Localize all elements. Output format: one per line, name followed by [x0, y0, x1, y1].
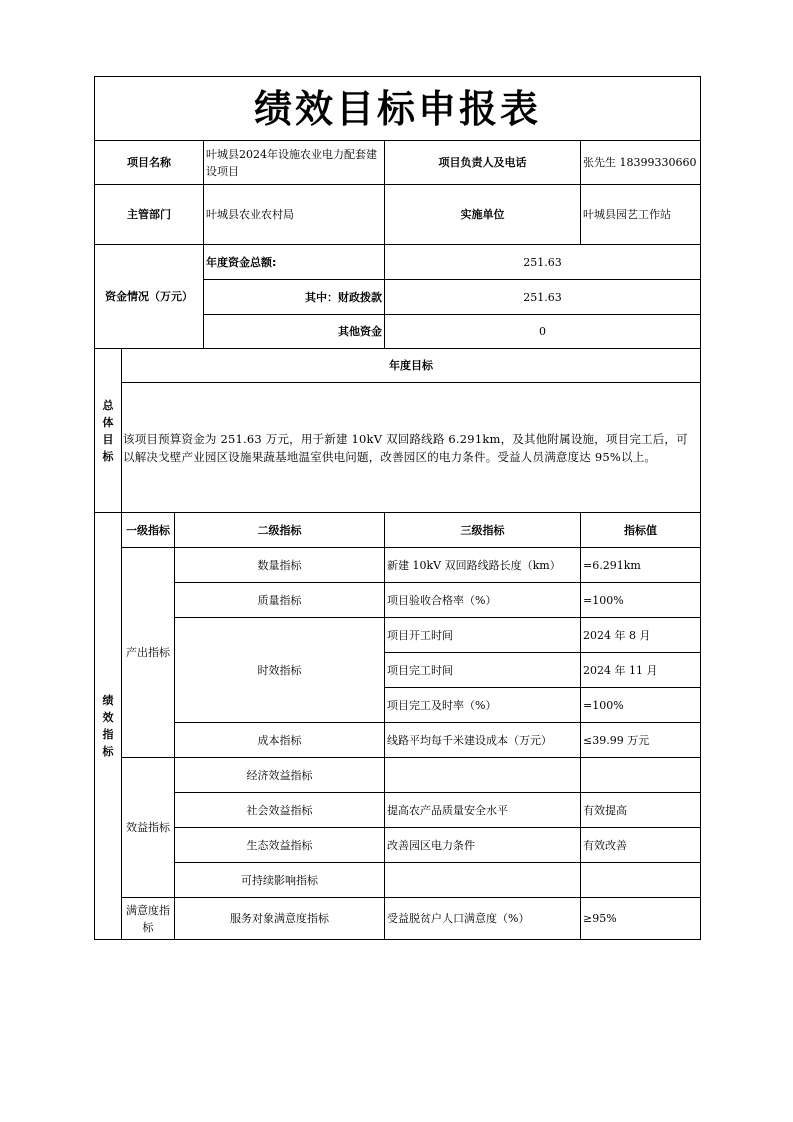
output-indicator-label: 产出指标: [122, 548, 175, 758]
cost-indicator-label: 成本指标: [175, 723, 385, 758]
timeliness-value: =100%: [581, 688, 701, 723]
header-level3: 三级指标: [385, 513, 581, 548]
timeliness-item: 项目完工时间: [385, 653, 581, 688]
annual-target-label: 年度目标: [122, 349, 701, 383]
form-title: 绩效目标申报表: [95, 77, 701, 141]
cost-indicator-value: ≤39.99 万元: [581, 723, 701, 758]
funds-other-label: 其他资金: [204, 315, 385, 349]
economic-benefit-item: [385, 758, 581, 793]
economic-benefit-value: [581, 758, 701, 793]
funds-fiscal-value: 251.63: [385, 280, 701, 315]
project-name-label: 项目名称: [95, 141, 204, 185]
quantity-indicator-item: 新建 10kV 双回路线路长度（km）: [385, 548, 581, 583]
sustainable-impact-label: 可持续影响指标: [175, 863, 385, 898]
quality-indicator-value: =100%: [581, 583, 701, 618]
project-name-value: 叶城县2024年设施农业电力配套建设项目: [204, 141, 385, 185]
social-benefit-item: 提高农产品质量安全水平: [385, 793, 581, 828]
satisfaction-value: ≥95%: [581, 898, 701, 940]
annual-target-text: 该项目预算资金为 251.63 万元，用于新建 10kV 双回路线路 6.291km，及其他附属设施，项目完工后，可以解决戈壁产业园区设施果蔬基地温室供电问题，改善园区的电力条件。受益人员满意度达 95%以上。: [122, 383, 701, 513]
satisfaction-item: 受益脱贫户人口满意度（%）: [385, 898, 581, 940]
quality-indicator-item: 项目验收合格率（%）: [385, 583, 581, 618]
timeliness-item: 项目完工及时率（%）: [385, 688, 581, 723]
funds-total-value: 251.63: [385, 245, 701, 280]
header-value: 指标值: [581, 513, 701, 548]
timeliness-value: 2024 年 11 月: [581, 653, 701, 688]
sustainable-impact-item: [385, 863, 581, 898]
header-level1: 一级指标: [122, 513, 175, 548]
ecological-benefit-item: 改善园区电力条件: [385, 828, 581, 863]
ecological-benefit-value: 有效改善: [581, 828, 701, 863]
social-benefit-label: 社会效益指标: [175, 793, 385, 828]
indicators-label: 绩效指标: [95, 513, 122, 940]
quality-indicator-label: 质量指标: [175, 583, 385, 618]
satisfaction-indicator-label: 满意度指标: [122, 898, 175, 940]
project-leader-label: 项目负责人及电话: [385, 141, 581, 185]
overall-target-label: 总体目标: [95, 349, 122, 513]
timeliness-item: 项目开工时间: [385, 618, 581, 653]
social-benefit-value: 有效提高: [581, 793, 701, 828]
header-level2: 二级指标: [175, 513, 385, 548]
cost-indicator-item: 线路平均每千米建设成本（万元）: [385, 723, 581, 758]
funds-other-value: 0: [385, 315, 701, 349]
ecological-benefit-label: 生态效益指标: [175, 828, 385, 863]
supervisor-dept-label: 主管部门: [95, 185, 204, 245]
performance-target-form: [94, 76, 701, 940]
benefit-indicator-label: 效益指标: [122, 758, 175, 898]
timeliness-value: 2024 年 8 月: [581, 618, 701, 653]
funds-label: 资金情况（万元）: [95, 245, 204, 349]
quantity-indicator-value: =6.291km: [581, 548, 701, 583]
service-satisfaction-label: 服务对象满意度指标: [175, 898, 385, 940]
sustainable-impact-value: [581, 863, 701, 898]
economic-benefit-label: 经济效益指标: [175, 758, 385, 793]
timeliness-indicator-label: 时效指标: [175, 618, 385, 723]
project-leader-value: 张先生 18399330660: [581, 141, 701, 185]
implementing-unit-value: 叶城县园艺工作站: [581, 185, 701, 245]
funds-fiscal-label: 其中：财政拨款: [204, 280, 385, 315]
supervisor-dept-value: 叶城县农业农村局: [204, 185, 385, 245]
implementing-unit-label: 实施单位: [385, 185, 581, 245]
quantity-indicator-label: 数量指标: [175, 548, 385, 583]
funds-total-label: 年度资金总额:: [204, 245, 385, 280]
